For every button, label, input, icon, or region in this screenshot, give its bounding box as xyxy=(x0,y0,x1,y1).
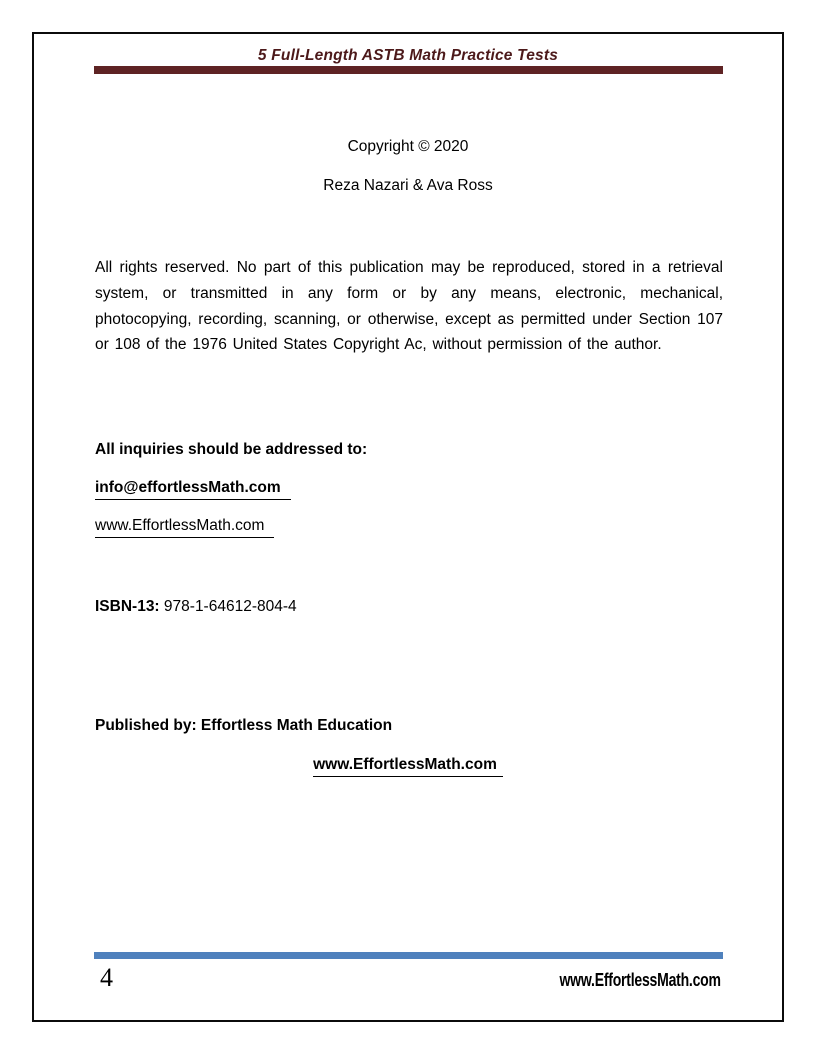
publisher-link-line xyxy=(0,756,816,777)
website-link-line xyxy=(95,517,274,538)
authors-line: Reza Nazari & Ava Ross xyxy=(323,177,493,194)
inquiries-label: All inquiries should be addressed to: xyxy=(95,441,368,458)
footer-rule xyxy=(94,952,723,959)
website-link[interactable]: www.EffortlessMath.com xyxy=(95,517,274,538)
isbn-value: 978-1-64612-804-4 xyxy=(159,598,297,615)
copyright-notice: Copyright © 2020 xyxy=(347,138,469,155)
page-number: 4 xyxy=(100,963,113,992)
isbn-line xyxy=(95,598,297,616)
publisher-website-link[interactable]: www.EffortlessMath.com xyxy=(313,756,503,777)
footer-website xyxy=(514,970,721,991)
published-by-line: Published by: Effortless Math Education xyxy=(95,717,393,734)
isbn-label: ISBN-13: xyxy=(95,598,160,615)
header-rule xyxy=(94,66,723,74)
rights-paragraph: All rights reserved. No part of this publication may be reproduced, stored in a retrieval system, or transmitted in any form or by any means, electronic, mechanical, photocopying, recording, scanning, or otherwise, except as permitted under Section 107 or 108 of the 1976 United States Copyright Ac, without permission of the author. xyxy=(95,259,723,354)
email-link[interactable]: info@effortlessMath.com xyxy=(95,479,291,500)
email-link-line xyxy=(95,479,291,500)
footer-website-text: www.EffortlessMath.com xyxy=(559,970,721,990)
running-header-title: 5 Full-Length ASTB Math Practice Tests xyxy=(257,47,559,64)
